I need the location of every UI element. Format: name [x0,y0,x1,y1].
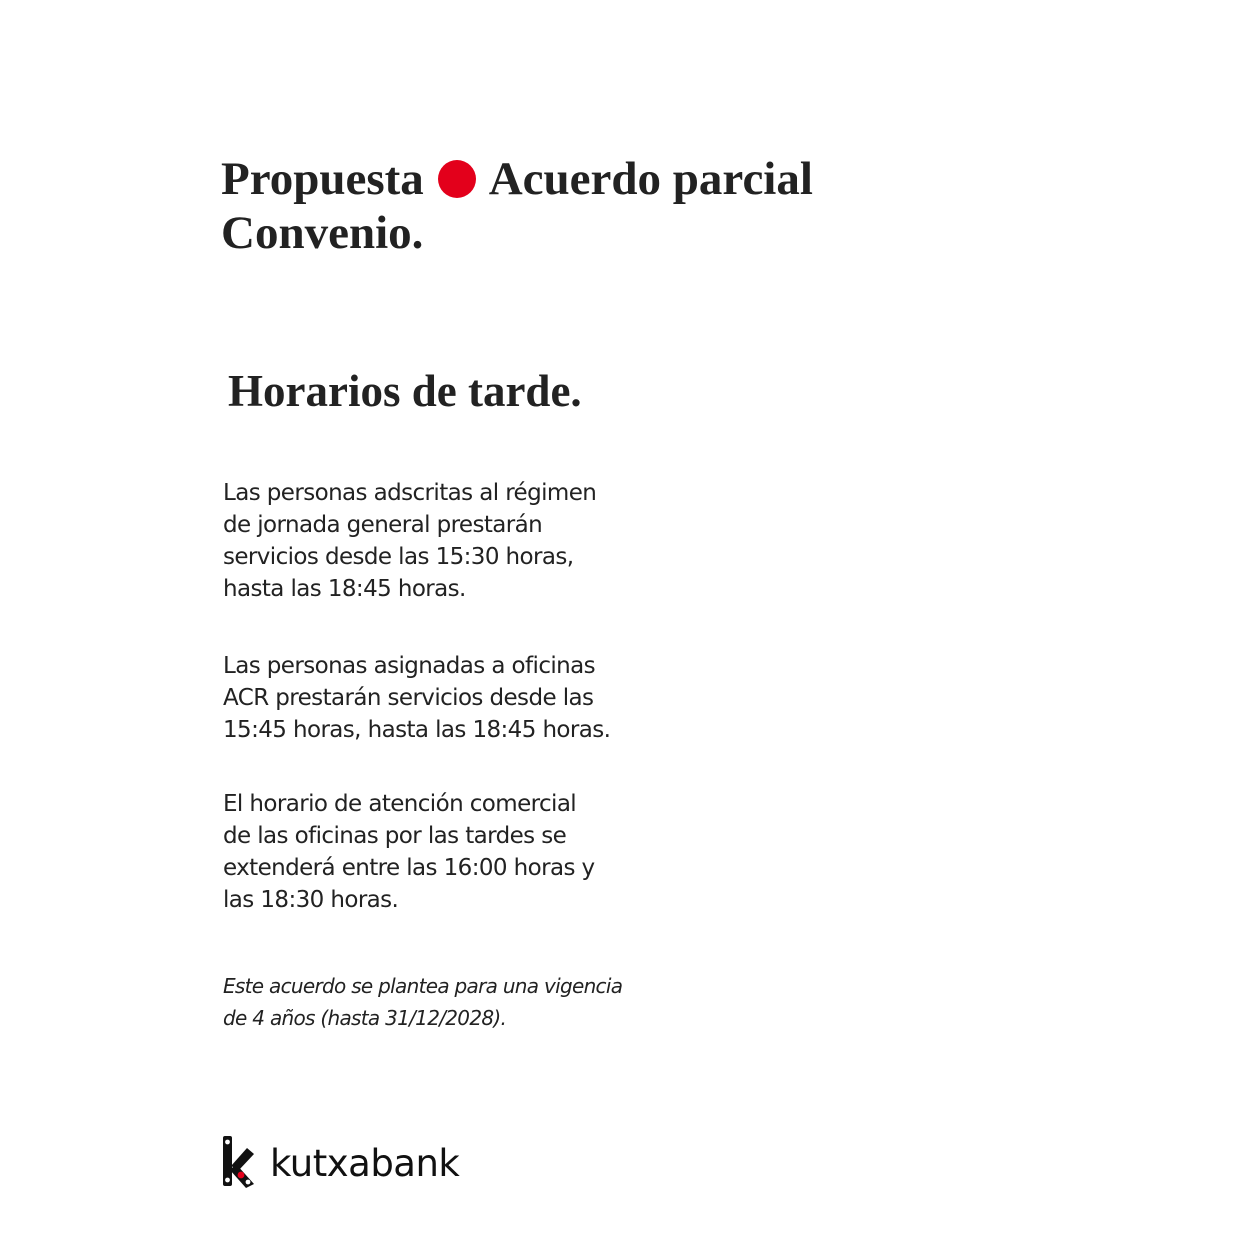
brand-name: kutxabank [270,1142,460,1185]
title-part-2: Acuerdo parcial Convenio. [221,153,813,259]
red-dot-icon [438,160,476,198]
brand-logo [220,1134,459,1190]
paragraph-general-schedule: Las personas adscritas al régimen de jornada general prestarán servicios desde las 15:30 horas, hasta las 18:45 horas. [223,480,597,602]
section-heading: Horarios de tarde. [228,366,582,416]
page-title [221,152,981,260]
paragraph-acr-schedule: Las personas asignadas a oficinas ACR prestarán servicios desde las 15:45 horas, hasta las 18:45 horas. [223,653,611,743]
title-part-1: Propuesta [221,153,424,205]
validity-note: Este acuerdo se plantea para una vigencia de 4 años (hasta 31/12/2028). [223,974,623,1030]
paragraph-commercial-hours: El horario de atención comercial de las oficinas por las tardes se extenderá entre las 16:00 horas y las 18:30 horas. [223,791,595,913]
kutxabank-k-icon [220,1134,256,1190]
